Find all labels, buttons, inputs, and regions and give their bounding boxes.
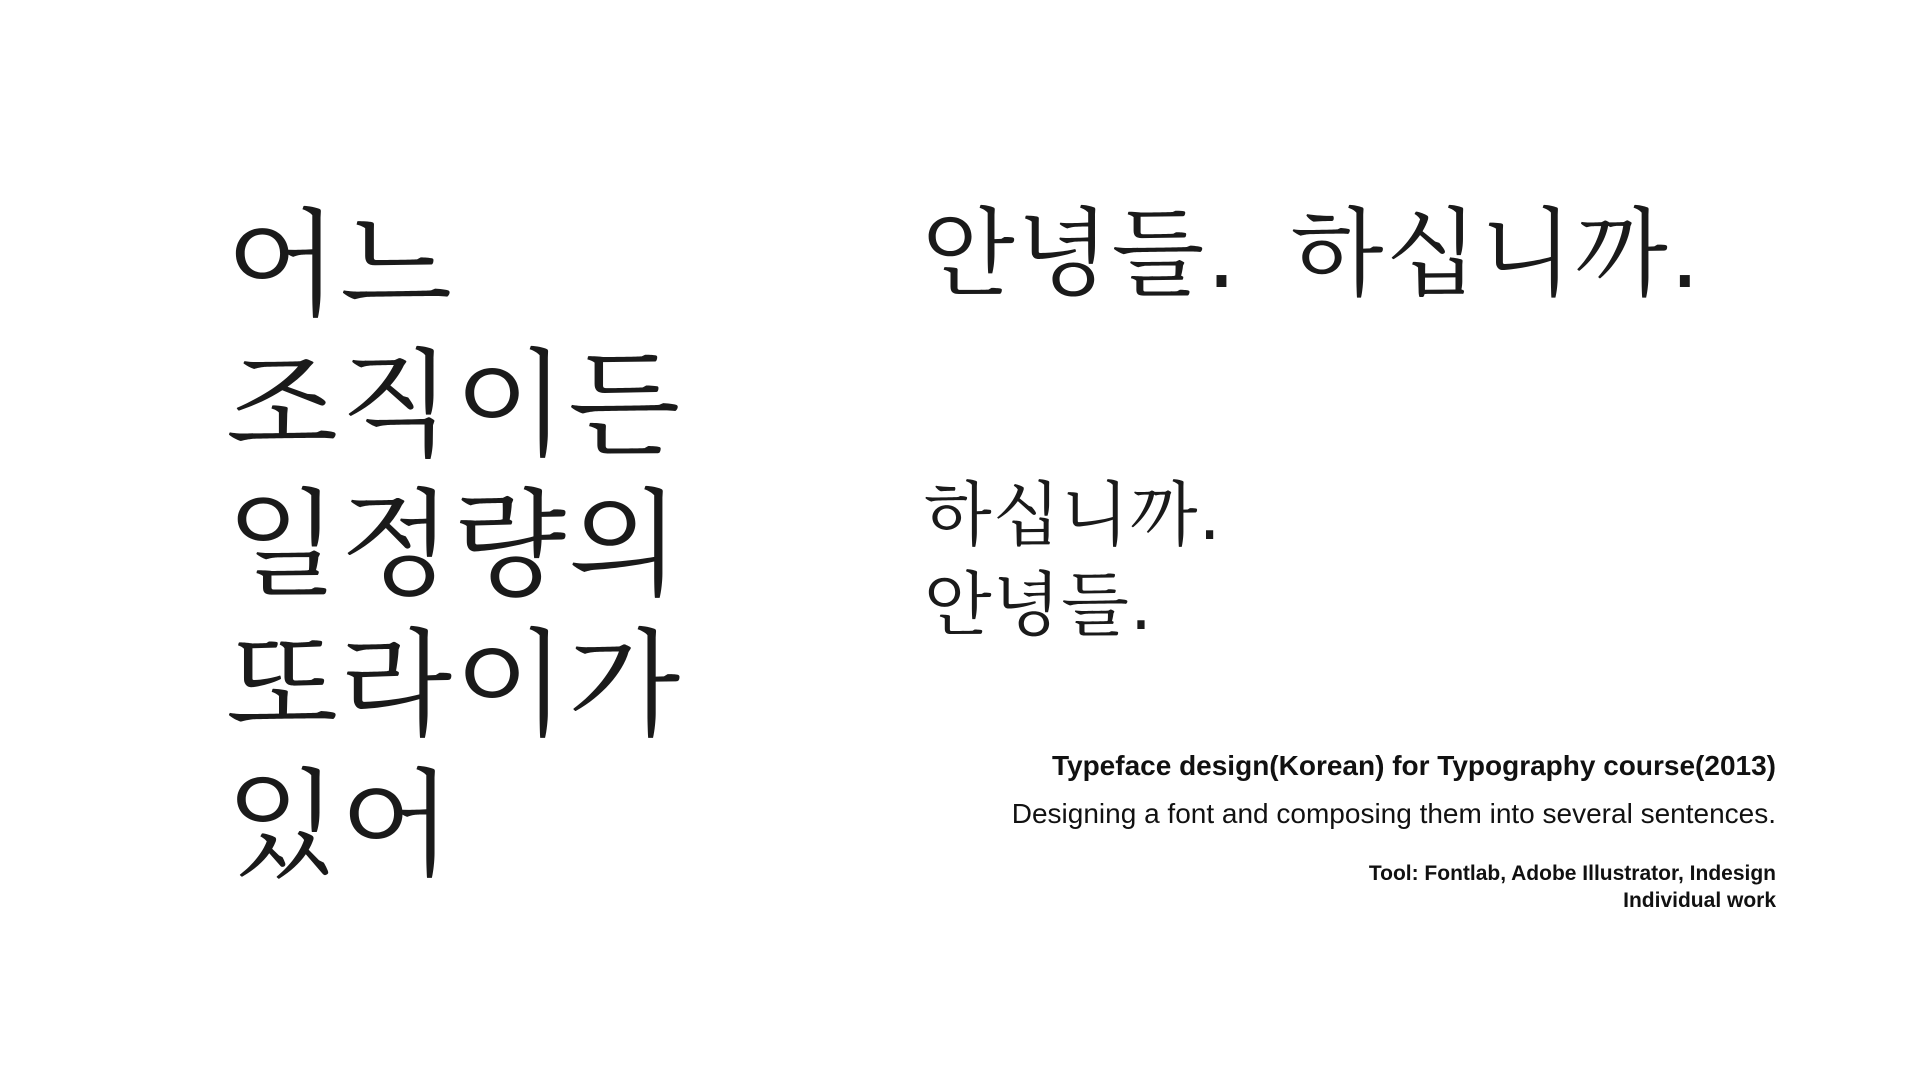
caption-work: Individual work (1623, 889, 1776, 912)
greeting-large-part1: 안녕들. (922, 198, 1239, 310)
poem-line: 조직이든 (226, 338, 683, 473)
caption-title: Typeface design(Korean) for Typography course(2013) (1051, 750, 1776, 781)
greeting-small (924, 470, 1222, 650)
greeting-small-line1: 하십니까. (924, 474, 1222, 556)
poem-line: 일정량의 (226, 478, 683, 613)
project-caption (1012, 746, 1776, 914)
greeting-large-part2: 하십니까. (1290, 198, 1703, 310)
poem-line: 어느 (226, 198, 455, 333)
greeting-small-line2: 안녕들. (924, 564, 1154, 646)
poem-line: 또라이가 (226, 618, 683, 753)
caption-tool: Tool: Fontlab, Adobe Illustrator, Indesign (1368, 862, 1776, 885)
greeting-large (922, 196, 1702, 312)
poem-line: 있어 (226, 758, 455, 893)
poem-block (226, 196, 682, 896)
caption-description: Designing a font and composing them into several sentences. (1011, 798, 1776, 829)
